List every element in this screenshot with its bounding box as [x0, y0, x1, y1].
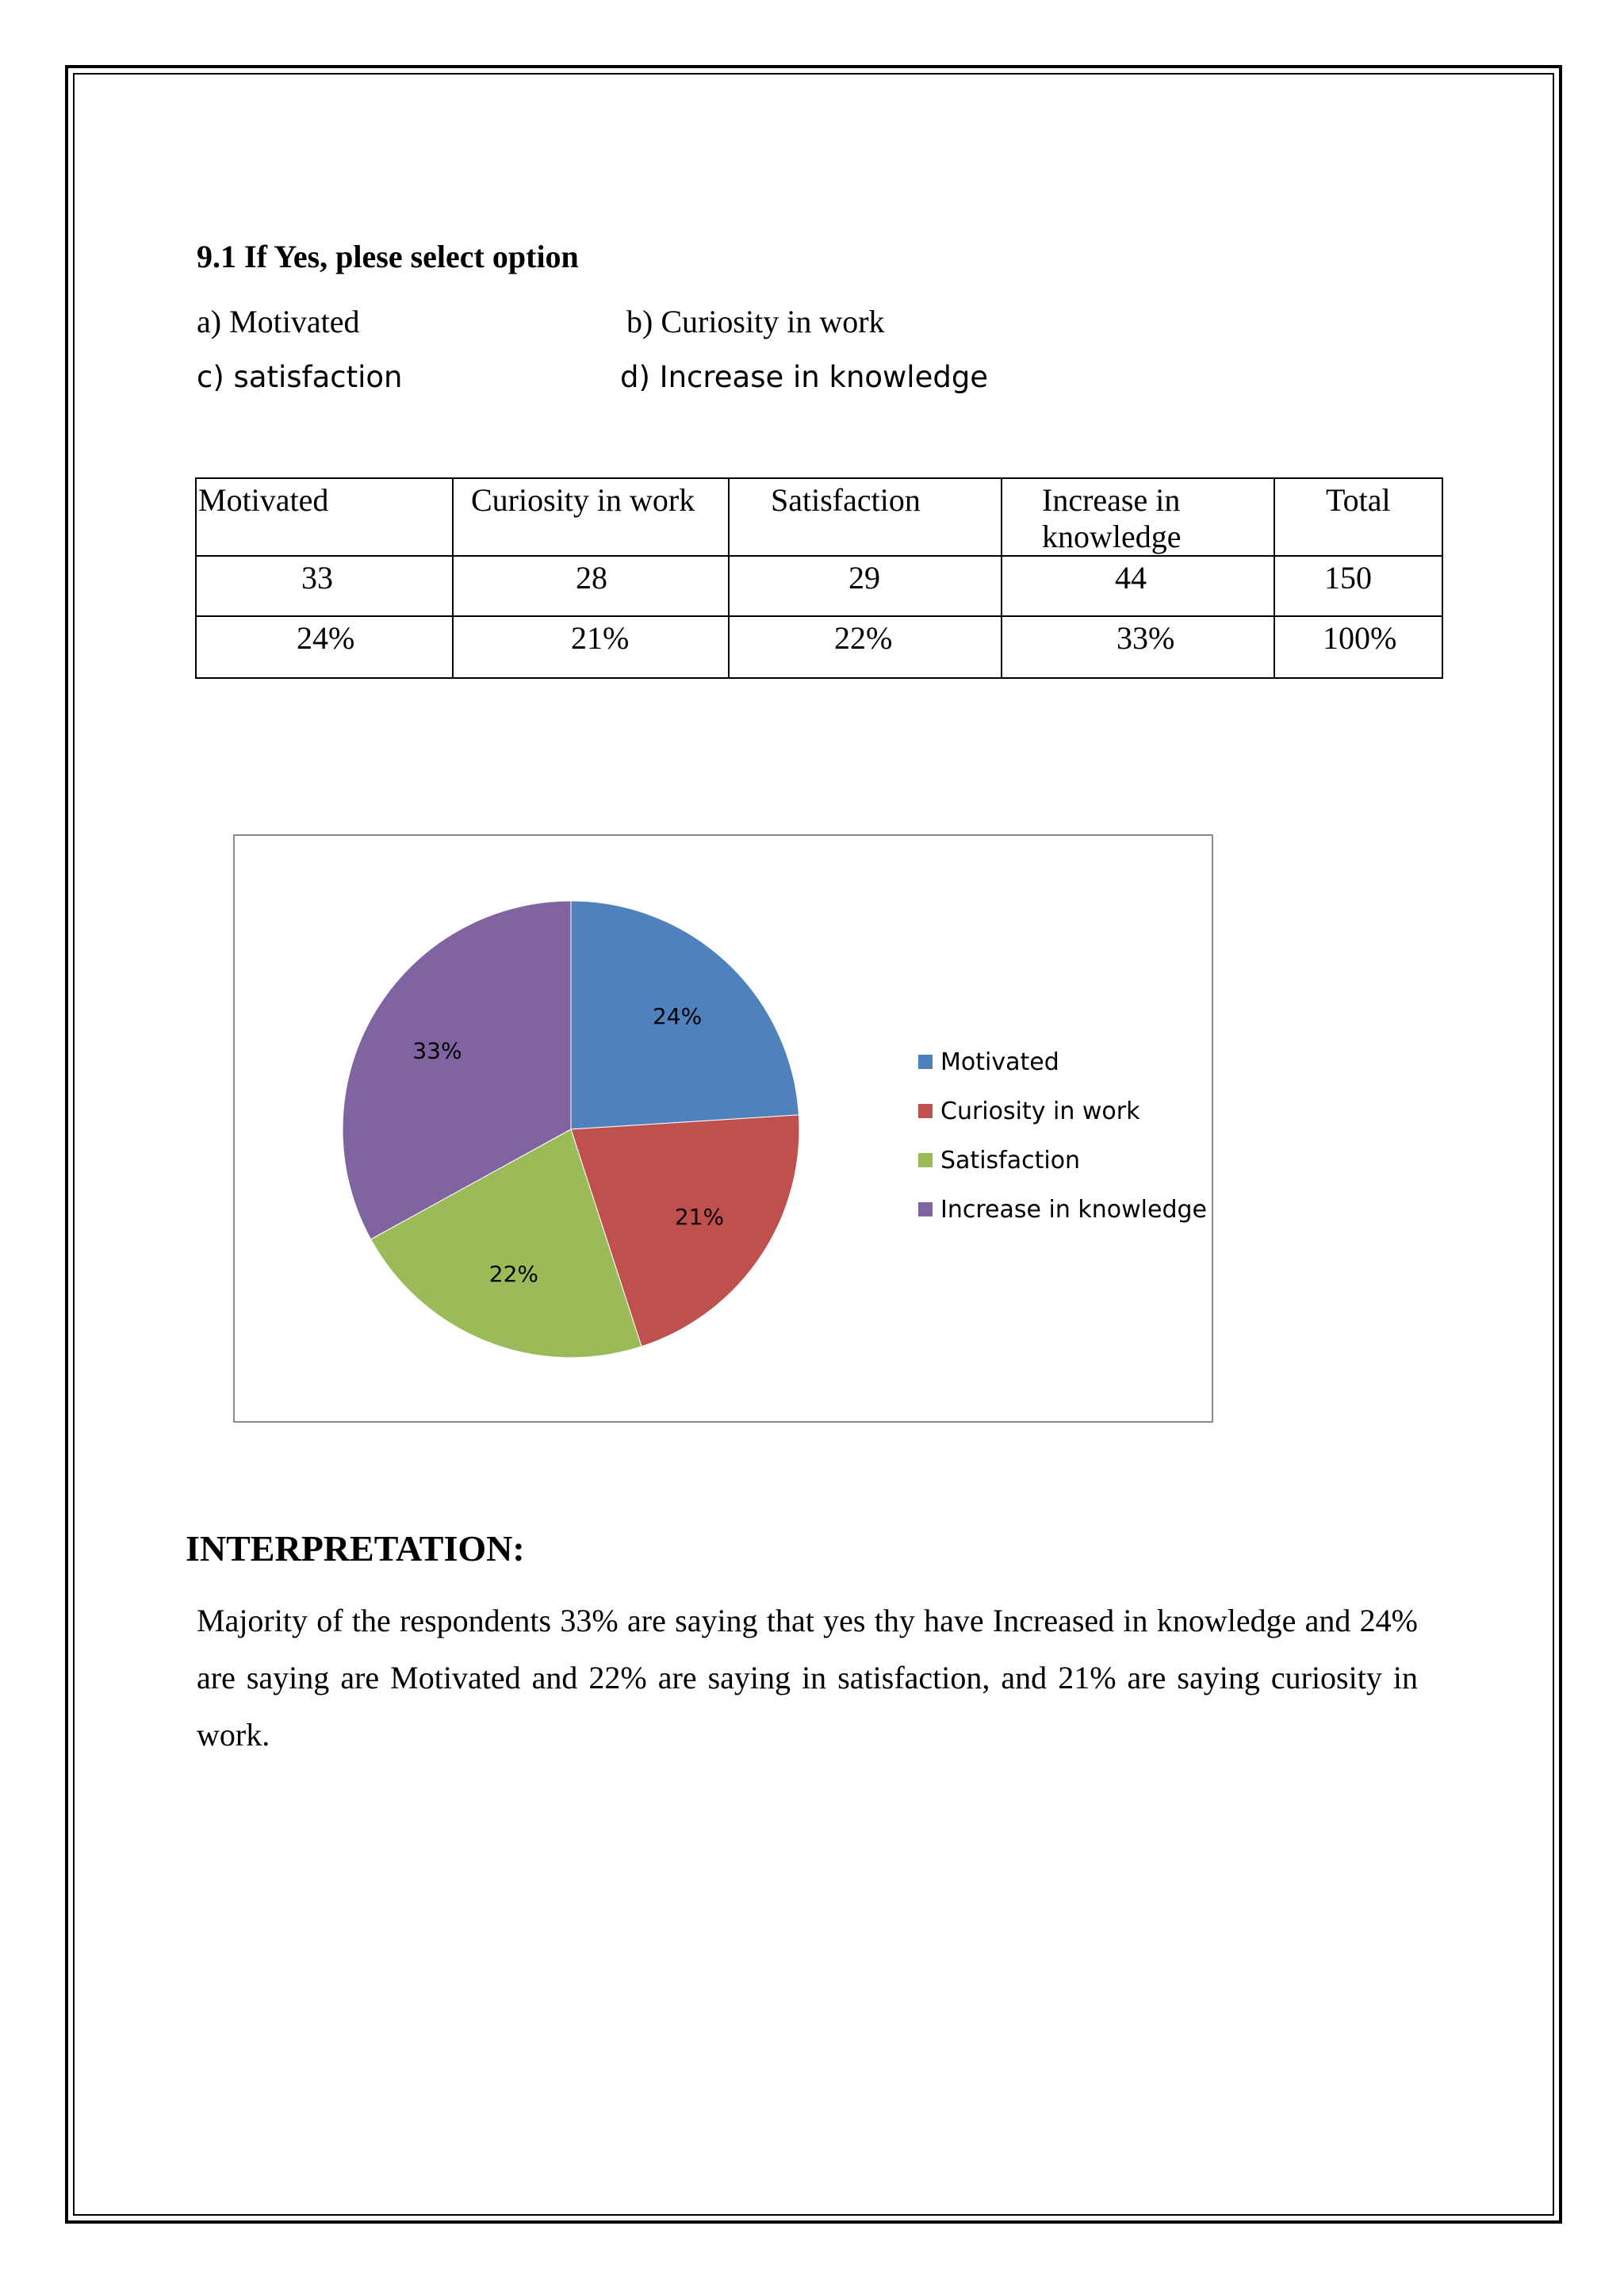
question-title: 9.1 If Yes, plese select option: [197, 239, 579, 274]
chart-legend: [918, 1037, 1207, 1234]
interpretation-heading: INTERPRETATION:: [186, 1528, 525, 1569]
table-header-cell: Satisfaction: [729, 478, 1002, 556]
legend-item: [918, 1086, 1207, 1136]
table-header-cell: Increase in knowledge: [1002, 478, 1274, 556]
table-cell: 21%: [453, 616, 729, 678]
interpretation-body: Majority of the respondents 33% are saying that yes thy have Increased in knowledge and 24% are saying are Motivated and 22% are saying in satisfaction, and 21% are saying curiosity in work.: [197, 1603, 1418, 1753]
table-cell: 33: [196, 556, 453, 616]
legend-item: [918, 1136, 1207, 1185]
pie-data-label: 24%: [652, 1003, 703, 1030]
pie-data-label: 22%: [488, 1261, 539, 1288]
table-cell: 28: [453, 556, 729, 616]
legend-swatch: [918, 1055, 933, 1069]
table-header-cell: Curiosity in work: [453, 478, 729, 556]
legend-swatch: [918, 1104, 933, 1118]
pie-data-label: 21%: [674, 1204, 725, 1231]
legend-label: Increase in knowledge: [940, 1195, 1207, 1224]
table-cell: 24%: [196, 616, 453, 678]
table-header-cell: Total: [1274, 478, 1442, 556]
legend-swatch: [918, 1153, 933, 1167]
table-cell: 150: [1274, 556, 1442, 616]
table-cell: 33%: [1002, 616, 1274, 678]
legend-label: Satisfaction: [940, 1146, 1081, 1174]
table-cell: 100%: [1274, 616, 1442, 678]
option-c: c) satisfaction: [197, 360, 403, 394]
table-cell: 22%: [729, 616, 1002, 678]
legend-label: Motivated: [940, 1048, 1059, 1076]
table-cell: 44: [1002, 556, 1274, 616]
table-header-cell: Motivated: [196, 478, 453, 556]
table-cell: 29: [729, 556, 1002, 616]
option-a: a) Motivated: [197, 304, 360, 339]
legend-item: [918, 1185, 1207, 1234]
legend-label: Curiosity in work: [940, 1097, 1140, 1125]
option-d: d) Increase in knowledge: [620, 360, 989, 394]
pie-data-label: 33%: [412, 1037, 462, 1064]
legend-item: [918, 1037, 1207, 1086]
option-b: b) Curiosity in work: [626, 304, 885, 339]
legend-swatch: [918, 1202, 933, 1216]
